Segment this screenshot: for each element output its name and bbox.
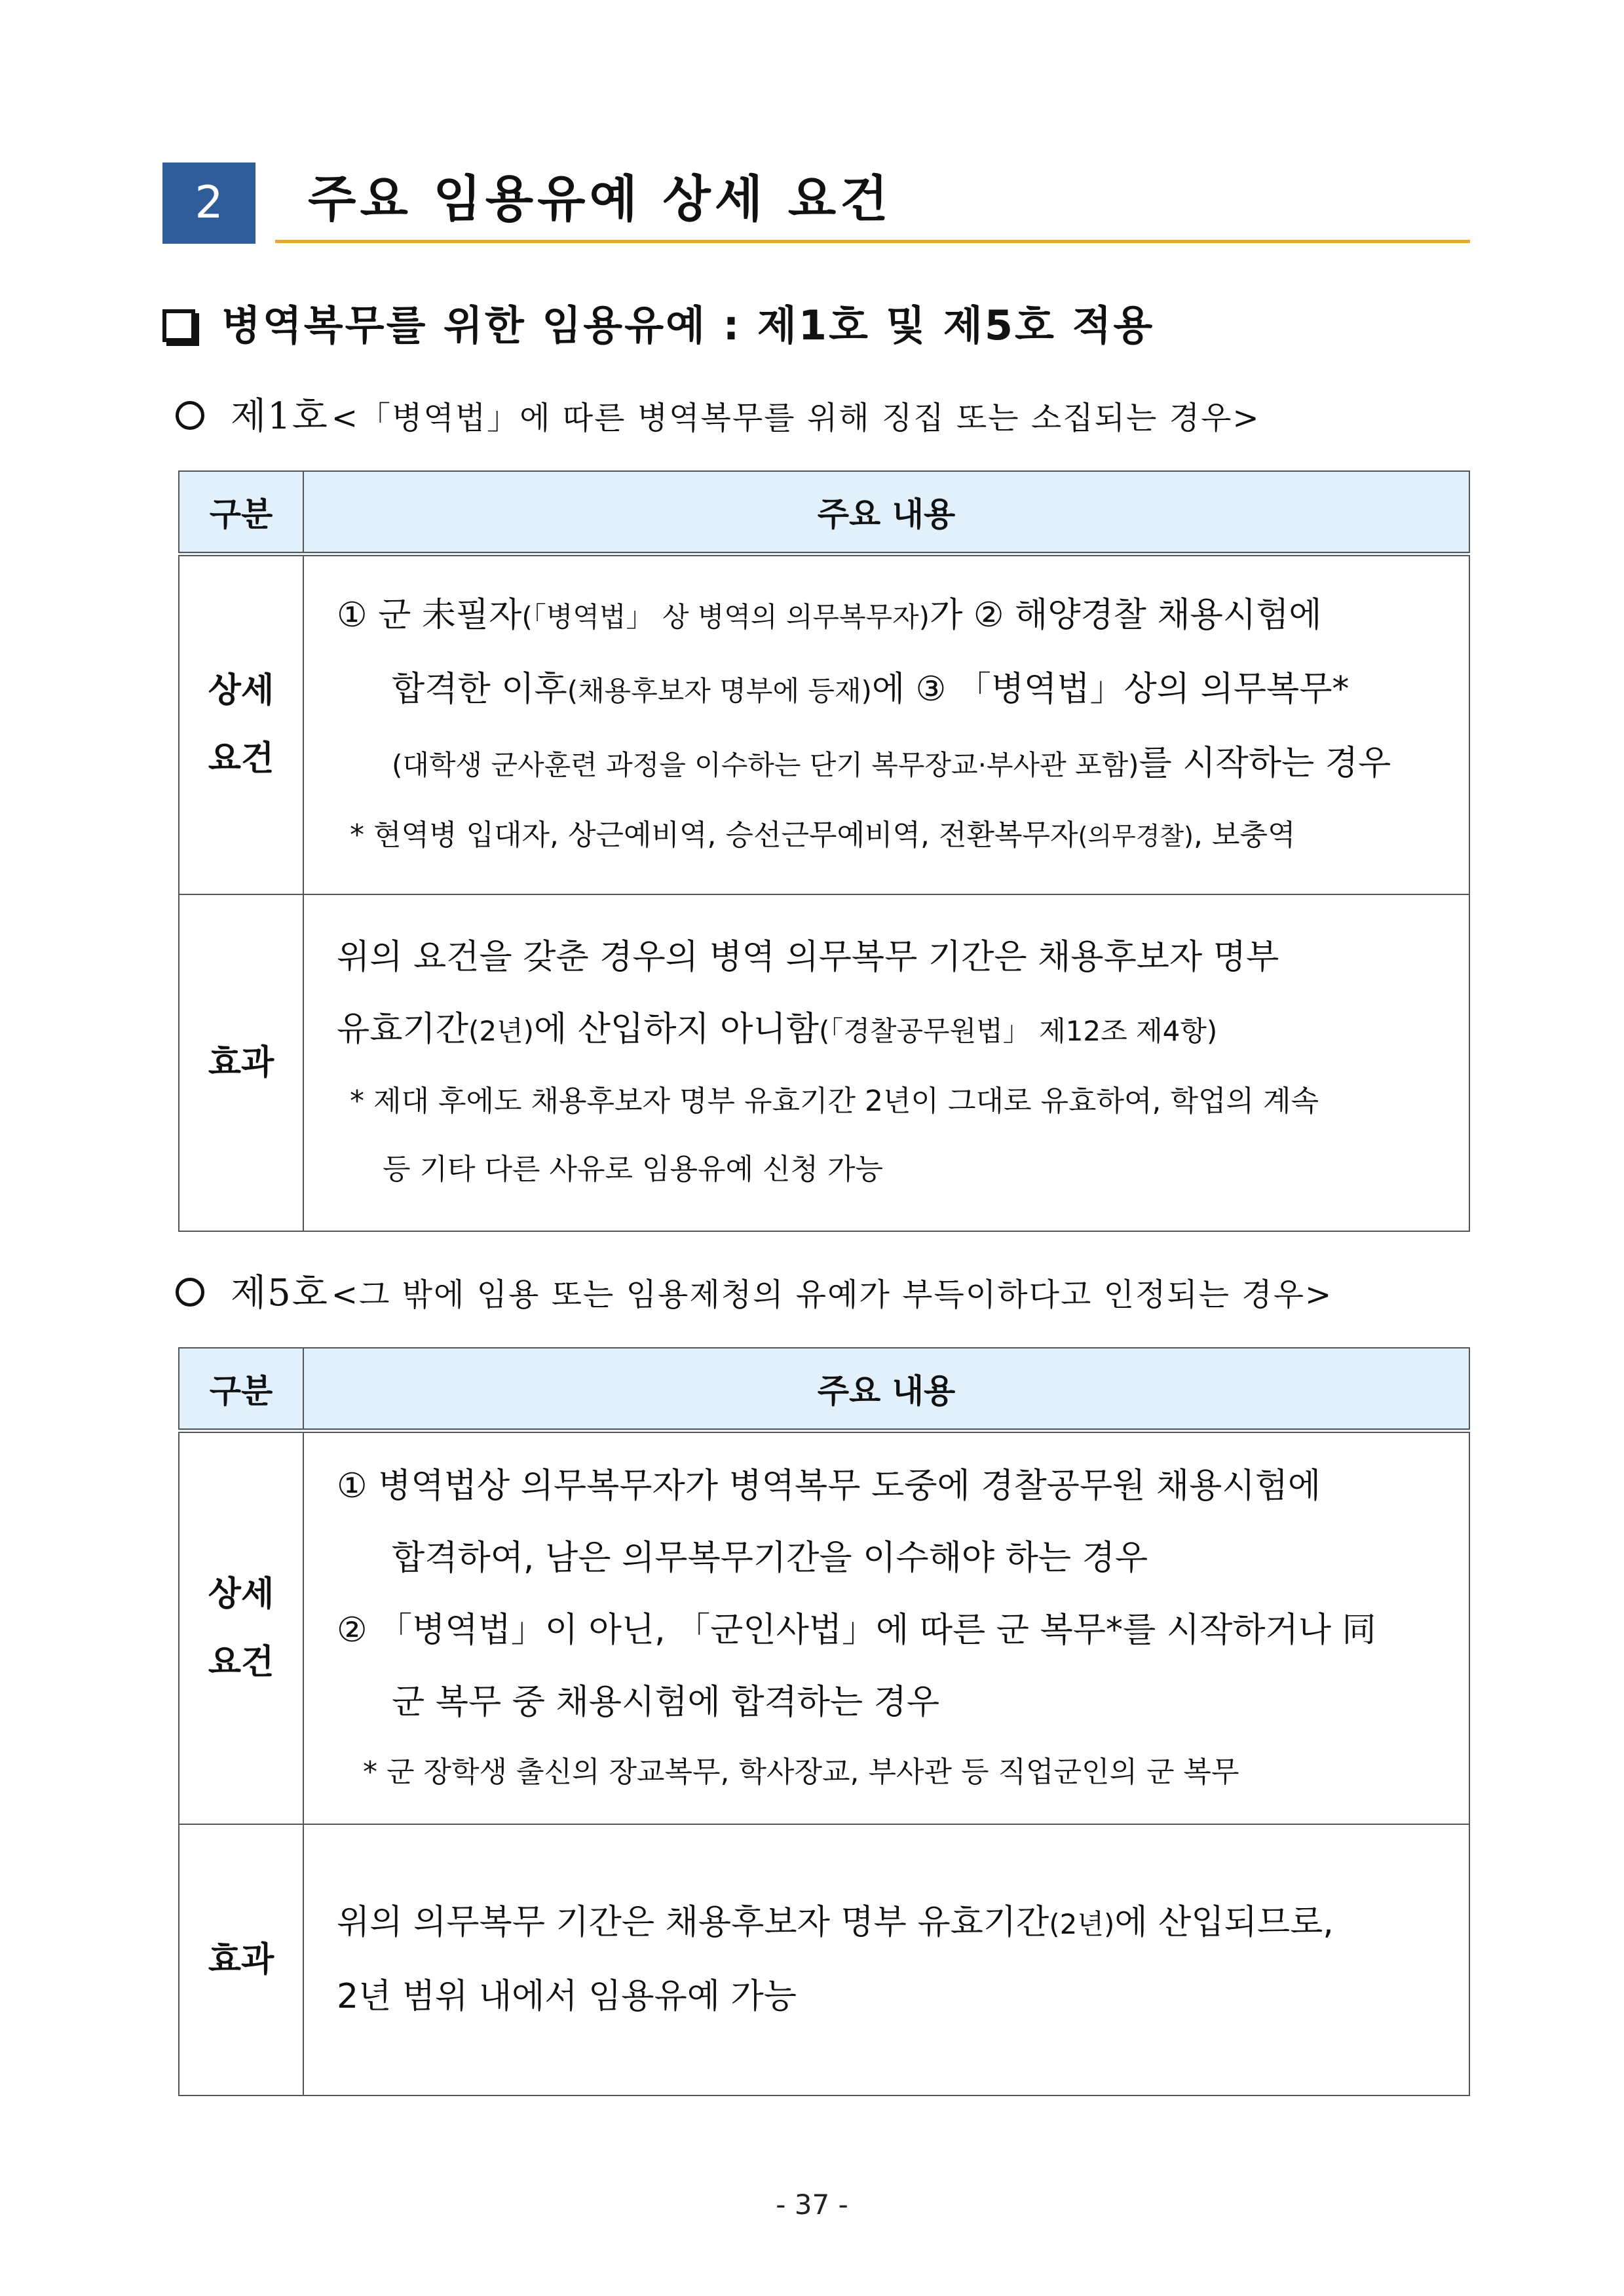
content-line: 합격하여, 남은 의무복무기간을 이수해야 하는 경우 [392,1538,1148,1578]
header-content: 주요 내용 [303,1348,1469,1431]
row-content-requirements [303,554,1469,894]
item1-label: 제1호 [231,395,329,438]
item1-heading [176,391,1260,444]
checkbox-bullet-icon [162,309,195,342]
section-title: 주요 임용유예 상세 요건 [308,170,892,228]
footnote: 등 기타 다른 사유로 임용유예 신청 가능 [383,1153,883,1186]
circle-bullet-icon [176,401,204,430]
item5-label: 제5호 [231,1272,329,1314]
content-line: 군 복무 중 채용시험에 합격하는 경우 [392,1682,940,1722]
table-header-row [179,471,1469,554]
item5-table [178,1347,1470,2096]
label-line: 요건 [208,1642,274,1682]
content-line: ① 병역법상 의무복무자가 병역복무 도중에 경찰공무원 채용시험에 [337,1466,1321,1506]
label-line: 상세 [208,1574,274,1614]
table-row-requirements [179,554,1469,894]
table-row-requirements [179,1431,1469,1824]
header-content: 주요 내용 [303,471,1469,554]
row-content-effect [303,894,1469,1231]
text: (채용후보자 명부에 등재) [567,675,872,708]
text: (대학생 군사훈련 과정을 이수하는 단기 복무장교·부사관 포함) [392,749,1139,782]
content-line [337,727,1452,801]
text: (「병역법」 상 병역의 의무복무자) [521,601,930,634]
label-line: 상세 [208,671,274,711]
row-label-effect: 효과 [179,1824,303,2095]
footnote [337,801,1452,870]
table-row-effect [179,894,1469,1231]
content-line [337,579,1452,653]
item1-description: <「병역법」에 따른 병역복무를 위해 징집 또는 소집되는 경우> [331,400,1260,436]
header-category: 구분 [179,1348,303,1431]
text: (2년) [1049,1908,1115,1940]
row-label-requirements [179,554,303,894]
text: 가 ② 해양경찰 채용시험에 [930,596,1322,636]
text: , 보충역 [1193,818,1296,852]
item5-description: <그 밖에 임용 또는 임용제청의 유예가 부득이하다고 인정되는 경우> [331,1276,1333,1313]
table-row-effect [179,1824,1469,2095]
row-label-requirements [179,1431,303,1824]
content-line: 2년 범위 내에서 임용유예 가능 [337,1977,797,2016]
page-number: - 37 - [776,2189,848,2221]
text: 합격한 이후 [392,670,567,710]
footnote: * 제대 후에도 채용후보자 명부 유효기간 2년이 그대로 유효하여, 학업의 계속 [350,1084,1319,1118]
table-header-row [179,1348,1469,1431]
text: 를 시작하는 경우 [1139,744,1391,784]
section-number-badge: 2 [162,163,255,244]
text: ① 군 未필자 [337,596,522,636]
content-line [337,993,1452,1067]
content-line: 위의 요건을 갖춘 경우의 병역 의무복무 기간은 채용후보자 명부 [337,938,1279,977]
content-line [337,1886,1452,1961]
subsection-title: 병역복무를 위한 임용유예 : 제1호 및 제5호 적용 [221,301,1155,349]
text: 에 ③ 「병역법」상의 의무복무* [871,670,1350,710]
item1-table [178,470,1470,1232]
item5-heading [176,1267,1332,1321]
section-underline [275,240,1470,243]
circle-bullet-icon [176,1278,204,1307]
content-line [337,653,1452,727]
text: * 현역병 입대자, 상근예비역, 승선근무예비역, 전환복무자 [350,818,1078,852]
text: 에 산입하지 아니함 [534,1010,819,1049]
header-category: 구분 [179,471,303,554]
footnote: * 군 장학생 출신의 장교복무, 학사장교, 부사관 등 직업군인의 군 복무 [363,1755,1239,1789]
row-content-requirements [303,1431,1469,1824]
subsection-heading [162,296,1154,355]
text: 에 산입되므로, [1114,1903,1334,1942]
text: 유효기간 [337,1010,468,1049]
content-line: ② 「병역법」이 아닌, 「군인사법」에 따른 군 복무*를 시작하거나 同 [337,1610,1376,1650]
text: (「경찰공무원법」 제12조 제4항) [818,1015,1218,1047]
text: (2년) [468,1015,535,1047]
label-line: 요건 [208,739,274,779]
row-label-effect: 효과 [179,894,303,1231]
text: (의무경찰) [1078,822,1194,851]
text: 위의 의무복무 기간은 채용후보자 명부 유효기간 [337,1903,1049,1942]
row-content-effect [303,1824,1469,2095]
